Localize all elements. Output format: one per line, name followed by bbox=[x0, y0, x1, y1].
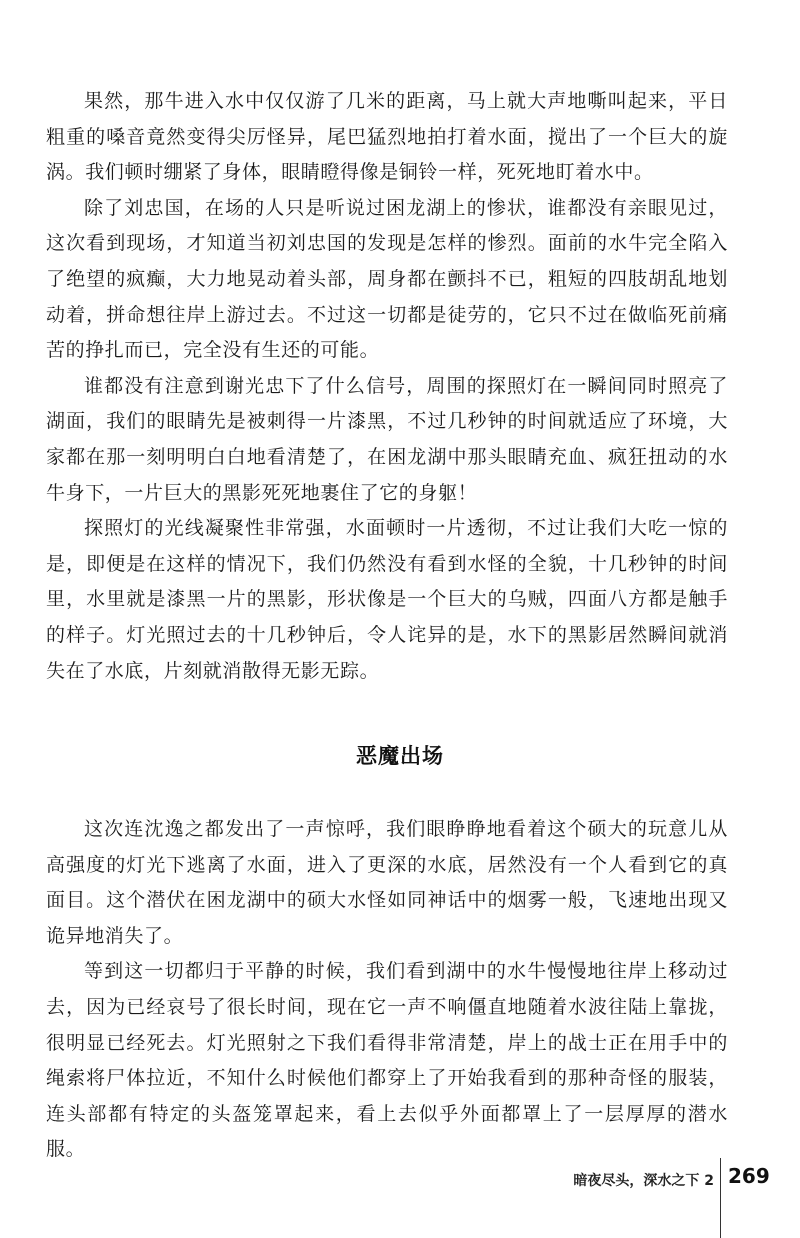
paragraph: 等到这一切都归于平静的时候，我们看到湖中的水牛慢慢地往岸上移动过去，因为已经哀号了很长时间，现在它一声不响僵直地随着水波往陆上靠拢，很明显已经死去。灯光照射之下我们看得非常清楚，岸上的战士正在用手中的绳索将尸体拉近，不知什么时候他们都穿上了开始我看到的那种奇怪的服装，连头部都有特定的头盔笼罩起来，看上去似乎外面都罩上了一层厚厚的潜水服。 bbox=[46, 960, 728, 1161]
paragraph: 这次连沈逸之都发出了一声惊呼，我们眼睁睁地看着这个硕大的玩意儿从高强度的灯光下逃离了水面，进入了更深的水底，居然没有一个人看到它的真面目。这个潜伏在困龙湖中的硕大水怪如同神话中的烟雾一般，飞速地出现又诡异地消失了。 bbox=[46, 818, 728, 947]
section-heading: 恶魔出场 bbox=[356, 744, 444, 768]
running-footer-title: 暗夜尽头，深水之下 2 bbox=[573, 1173, 714, 1189]
page-number: 269 bbox=[728, 1164, 770, 1188]
paragraph: 果然，那牛进入水中仅仅游了几米的距离，马上就大声地嘶叫起来，平日粗重的嗓音竟然变得尖厉怪异，尾巴猛烈地拍打着水面，搅出了一个巨大的旋涡。我们顿时绷紧了身体，眼睛瞪得像是铜铃一样，死死地盯着水中。 bbox=[46, 90, 728, 184]
paragraph: 除了刘忠国，在场的人只是听说过困龙湖上的惨状，谁都没有亲眼见过，这次看到现场，才知道当初刘忠国的发现是怎样的惨烈。面前的水牛完全陷入了绝望的疯癫，大力地晃动着头部，周身都在颤抖不已，粗短的四肢胡乱地划动着，拼命想往岸上游过去。不过这一切都是徒劳的，它只不过在做临死前痛苦的挣扎而已，完全没有生还的可能。 bbox=[46, 196, 728, 362]
footer-divider bbox=[720, 1158, 721, 1238]
text-block-1 bbox=[46, 84, 728, 689]
text-block-2 bbox=[46, 812, 728, 1168]
paragraph: 探照灯的光线凝聚性非常强，水面顿时一片透彻，不过让我们大吃一惊的是，即便是在这样的情况下，我们仍然没有看到水怪的全貌，十几秒钟的时间里，水里就是漆黑一片的黑影，形状像是一个巨大的乌贼，四面八方都是触手的样子。灯光照过去的十几秒钟后，令人诧异的是，水下的黑影居然瞬间就消失在了水底，片刻就消散得无影无踪。 bbox=[46, 517, 728, 682]
paragraph: 谁都没有注意到谢光忠下了什么信号，周围的探照灯在一瞬间同时照亮了湖面，我们的眼睛先是被刺得一片漆黑，不过几秒钟的时间就适应了环境，大家都在那一刻明明白白地看清楚了，在困龙湖中那头眼睛充血、疯狂扭动的水牛身下，一片巨大的黑影死死地裹住了它的身躯！ bbox=[46, 374, 728, 504]
